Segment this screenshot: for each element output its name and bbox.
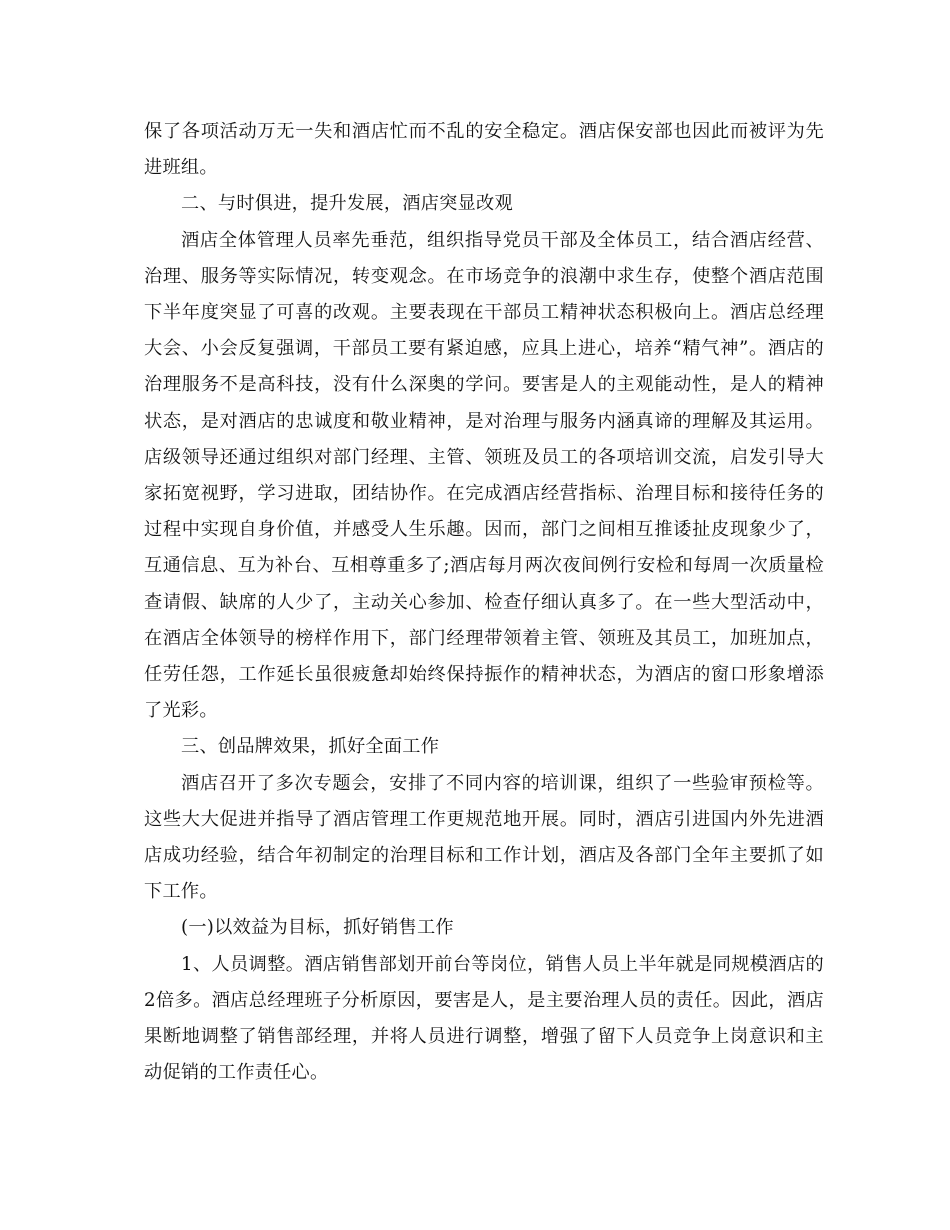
document-body — [144, 114, 824, 1091]
paragraph-brand-work: 酒店召开了多次专题会，安排了不同内容的培训课，组织了一些验审预检等。这些大大促进并指导了酒店管理工作更规范地开展。同时，酒店引进国内外先进酒店成功经验，结合年初制定的治理目标和工作计划，酒店及各部门全年主要抓了如下工作。 — [144, 772, 824, 903]
paragraph-management-change: 酒店全体管理人员率先垂范，组织指导党员干部及全体员工，结合酒店经营、治理、服务等实际情况，转变观念。在市场竞争的浪潮中求生存，使整个酒店范围下半年度突显了可喜的改观。主要表现在干部员工精神状态积极向上。酒店总经理大会、小会反复强调，干部员工要有紧迫感，应具上进心，培养“精气神”。酒店的治理服务不是高科技，没有什么深奥的学问。要害是人的主观能动性，是人的精神状态，是对酒店的忠诚度和敬业精神，是对治理与服务内涵真谛的理解及其运用。店级领导还通过组织对部门经理、主管、领班及员工的各项培训交流，启发引导大家拓宽视野，学习进取，团结协作。在完成酒店经营指标、治理目标和接待任务的过程中实现自身价值，并感受人生乐趣。因而，部门之间相互推诿扯皮现象少了，互通信息、互为补台、互相尊重多了;酒店每月两次夜间例行安检和每周一次质量检查请假、缺席的人少了，主动关心参加、检查仔细认真多了。在一些大型活动中，在酒店全体领导的榜样作用下，部门经理带领着主管、领班及其员工，加班加点，任劳任怨，工作延长虽很疲惫却始终保持振作的精神状态，为酒店的窗口形象增添了光彩。 — [144, 229, 824, 722]
section-heading-2: 二、与时俱进，提升发展，酒店突显改观 — [181, 193, 513, 215]
paragraph-security-conclusion: 保了各项活动万无一失和酒店忙而不乱的安全稳定。酒店保安部也因此而被评为先进班组。 — [144, 121, 824, 179]
subsection-heading-1: (一)以效益为目标，抓好销售工作 — [181, 917, 454, 939]
section-heading-3: 三、创品牌效果，抓好全面工作 — [181, 736, 440, 758]
paragraph-staff-adjustment: 1、人员调整。酒店销售部划开前台等岗位，销售人员上半年就是同规模酒店的2倍多。酒店总经理班子分析原因，要害是人，是主要治理人员的责任。因此，酒店果断地调整了销售部经理，并将人员进行调整，增强了留下人员竞争上岗意识和主动促销的工作责任心。 — [144, 953, 824, 1084]
